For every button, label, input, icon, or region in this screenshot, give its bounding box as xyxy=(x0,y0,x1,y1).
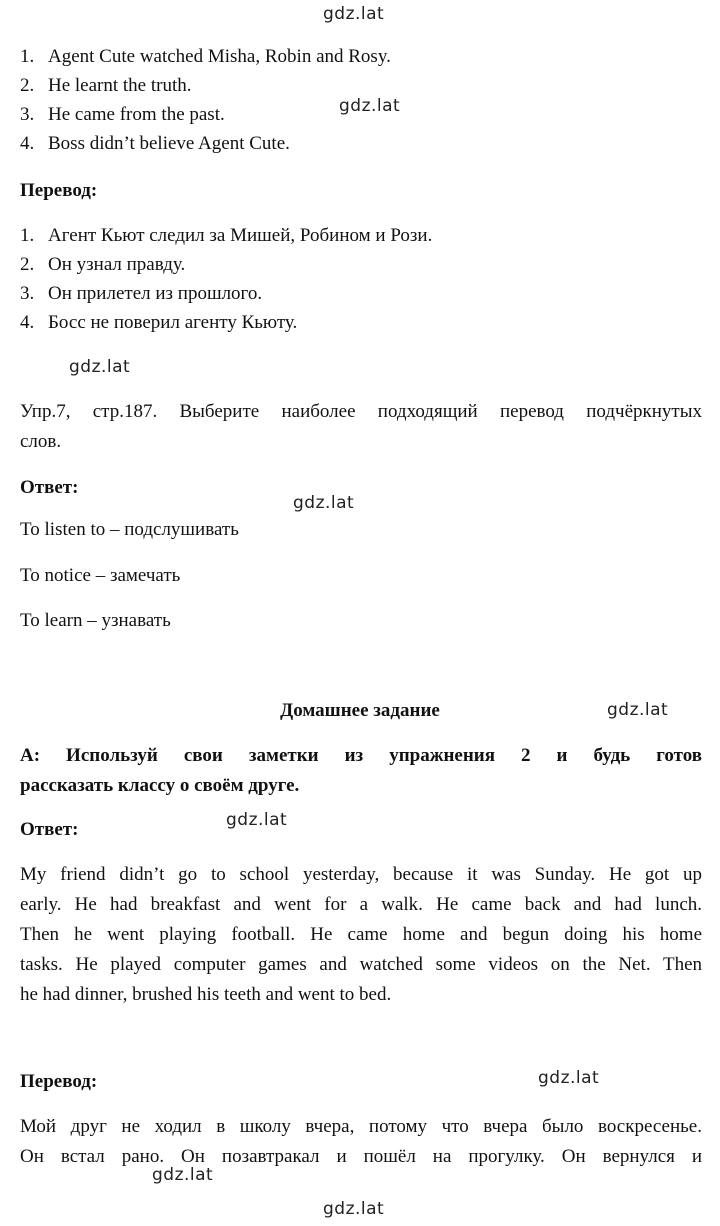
answer-item: To learn – узнавать xyxy=(20,610,171,631)
watermark: gdz.lat xyxy=(607,700,669,720)
translation-line: Мой друг не ходил в школу вчера, потому что вчера было воскресенье. xyxy=(20,1116,702,1137)
watermark: gdz.lat xyxy=(323,1199,385,1219)
list-number: 4. xyxy=(20,133,35,154)
exercise-task-line: слов. xyxy=(20,431,62,452)
answer-line: Then he went playing football. He came home and begun doing his home xyxy=(20,924,702,945)
list-text: Он узнал правду. xyxy=(48,254,186,275)
answer-item: To notice – замечать xyxy=(20,565,181,586)
translation-heading: Перевод: xyxy=(20,180,98,201)
list-text: Агент Кьют следил за Мишей, Робином и Рози. xyxy=(48,225,433,246)
list-item xyxy=(20,74,192,98)
list-item xyxy=(20,45,391,69)
answer-paragraph xyxy=(20,860,702,1010)
homework-task xyxy=(20,741,702,801)
list-text: He came from the past. xyxy=(48,104,225,125)
answer-line: he had dinner, brushed his teeth and went to bed. xyxy=(20,984,392,1005)
list-text: Boss didn’t believe Agent Cute. xyxy=(48,133,290,154)
answer-heading: Ответ: xyxy=(20,477,79,498)
translation-line: Он встал рано. Он позавтракал и пошёл на прогулку. Он вернулся и xyxy=(20,1146,702,1167)
watermark: gdz.lat xyxy=(293,493,355,513)
exercise-task-line: Упр.7, стр.187. Выберите наиболее подходящий перевод подчёркнутых xyxy=(20,401,702,422)
translation-paragraph xyxy=(20,1112,702,1172)
homework-task-line: рассказать классу о своём друге. xyxy=(20,775,300,796)
list-number: 3. xyxy=(20,104,35,125)
list-number: 1. xyxy=(20,225,35,246)
watermark: gdz.lat xyxy=(69,357,131,377)
list-number: 3. xyxy=(20,283,35,304)
homework-task-line: А: Используй свои заметки из упражнения 2 и будь готов xyxy=(20,745,702,766)
watermark: gdz.lat xyxy=(538,1068,600,1088)
list-number: 1. xyxy=(20,46,35,67)
watermark: gdz.lat xyxy=(339,96,401,116)
translation-heading: Перевод: xyxy=(20,1071,98,1092)
answer-heading: Ответ: xyxy=(20,819,79,840)
list-number: 2. xyxy=(20,254,35,275)
watermark: gdz.lat xyxy=(152,1165,214,1185)
watermark: gdz.lat xyxy=(226,810,288,830)
answer-line: tasks. He played computer games and watched some videos on the Net. Then xyxy=(20,954,702,975)
homework-title: Домашнее задание xyxy=(280,700,440,721)
list-number: 4. xyxy=(20,312,35,333)
list-item xyxy=(20,311,297,335)
list-text: Agent Cute watched Misha, Robin and Rosy. xyxy=(48,46,391,67)
answer-line: My friend didn’t go to school yesterday, because it was Sunday. He got up xyxy=(20,864,702,885)
list-item xyxy=(20,224,432,248)
list-item xyxy=(20,282,262,306)
list-text: He learnt the truth. xyxy=(48,75,192,96)
list-text: Босс не поверил агенту Кьюту. xyxy=(48,312,298,333)
exercise-task xyxy=(20,397,702,457)
answer-line: early. He had breakfast and went for a walk. He came back and had lunch. xyxy=(20,894,702,915)
list-item xyxy=(20,103,225,127)
list-text: Он прилетел из прошлого. xyxy=(48,283,263,304)
watermark: gdz.lat xyxy=(323,4,385,24)
list-number: 2. xyxy=(20,75,35,96)
list-item xyxy=(20,132,290,156)
list-item xyxy=(20,253,185,277)
answer-item: To listen to – подслушивать xyxy=(20,519,239,540)
